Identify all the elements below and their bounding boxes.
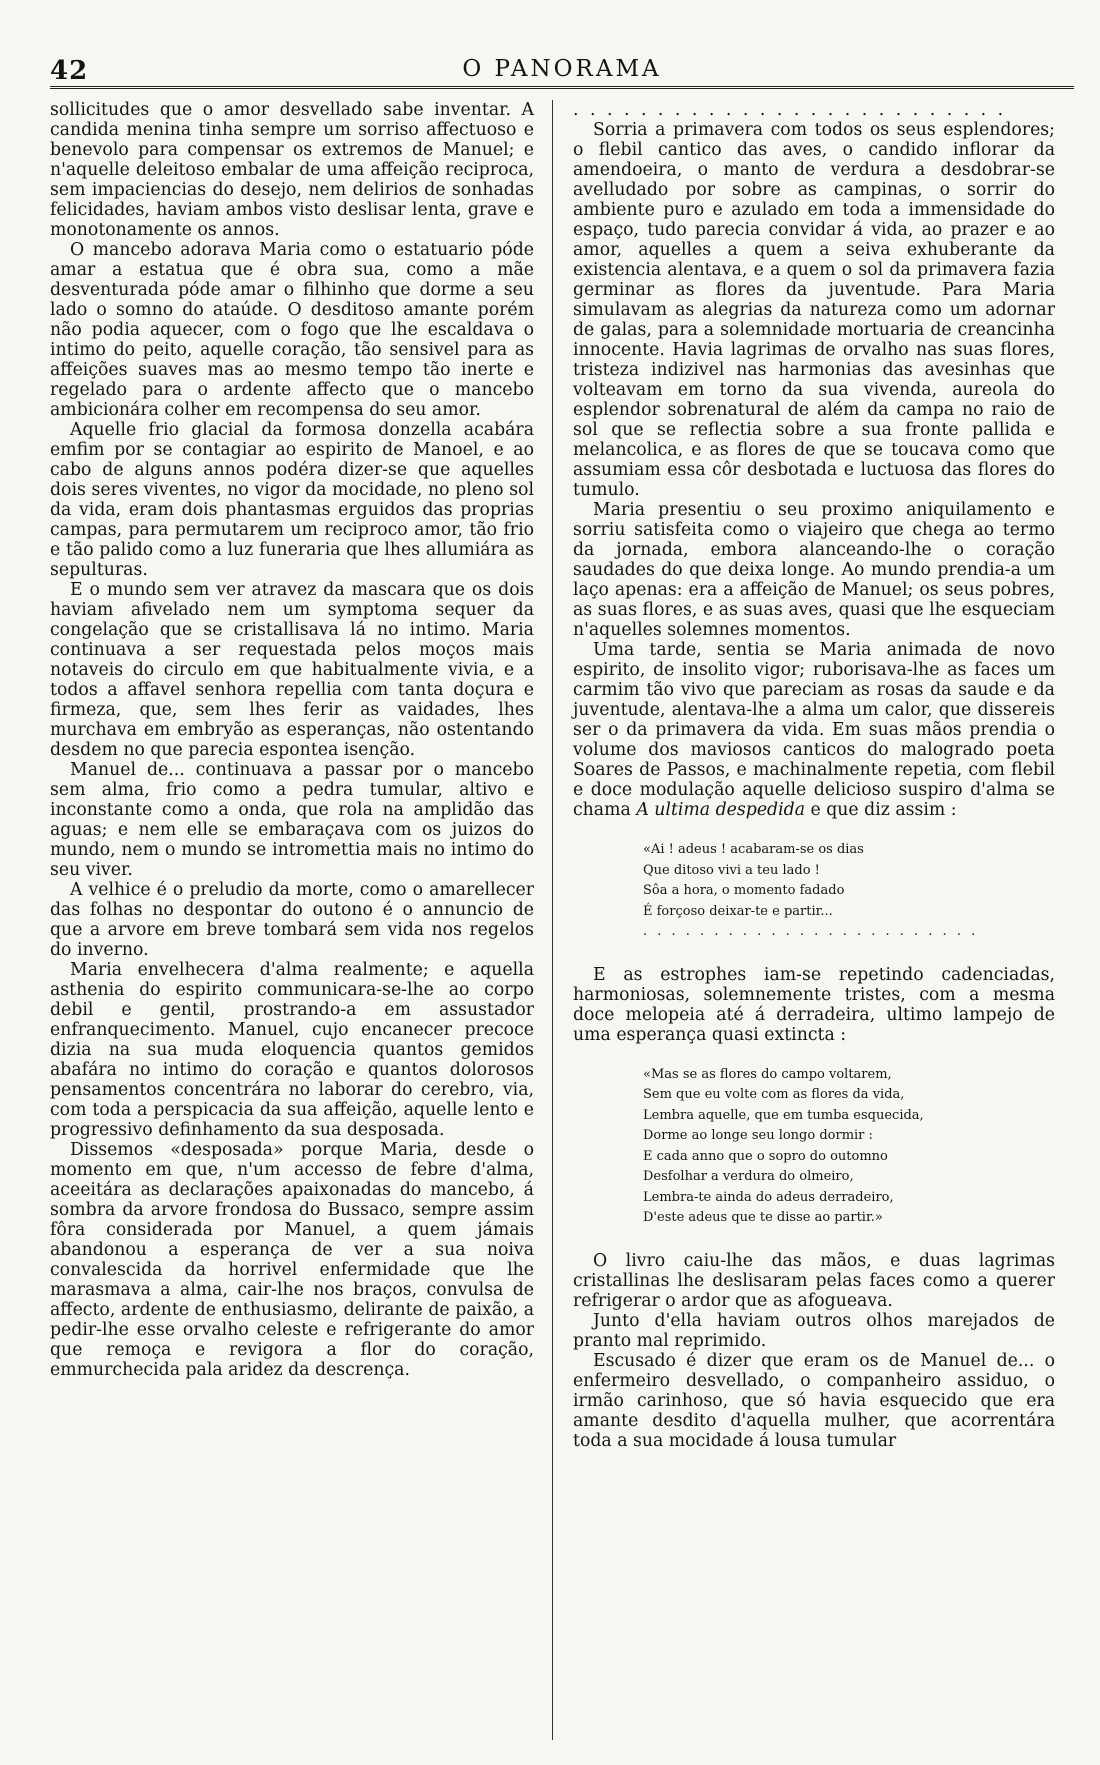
poem-line: Lembra-te ainda do adeus derradeiro, bbox=[643, 1189, 894, 1205]
paragraph: Dissemos «desposada» porque Maria, desde o momento em que, n'um accesso de febre d'alma, aceeitára as declarações apaixonadas do mancebo, á sombra da arvore frondosa do Bussaco, sempre assim fôra considerada por Manuel, a quem jámais abandonou a esperança de ver a sua noiva convalescida da horrivel enfermidade que lhe marasmava a alma, cair-lhe nos braços, convulsa de affecto, ardente de enthusiasmo, delirante de paixão, a pedir-lhe esse orvalho celeste e refrigerante do amor que remoça e revigora a flor do coração, emmurchecida pala aridez da descrença. bbox=[50, 1140, 534, 1380]
paragraph: Maria envelhecera d'alma realmente; e aquella asthenia do espirito communicara-se-lhe ao corpo debil e gentil, prostrando-a em assustador enfranquecimento. Manuel, cujo encanecer precoce dizia na sua muda eloquencia quantos gemidos abafára no intimo do coração e quantos dolorosos pensamentos concentrára no laborar do cerebro, via, com toda a perspicacia da sua affeição, aquelle lento e progressivo definhamento da sua desposada. bbox=[50, 960, 534, 1140]
poem-line: Lembra aquelle, que em tumba esquecida, bbox=[643, 1107, 924, 1123]
paragraph: Manuel de... continuava a passar por o mancebo sem alma, frio como a pedra tumular, altivo e inconstante como a onda, que rola na amplidão das aguas; e nem elle se embaraçava com os juizos do mundo, nem o mundo se intromettia mais no intimo do seu viver. bbox=[50, 760, 534, 880]
paragraph: Junto d'ella haviam outros olhos marejados de pranto mal reprimido. bbox=[573, 1310, 1055, 1351]
paragraph: O livro caiu-lhe das mãos, e duas lagrimas cristallinas lhe deslisaram pelas faces como a querer refrigerar o ardor que as afogueava. bbox=[573, 1250, 1055, 1311]
right-column bbox=[559, 100, 1055, 1740]
poem-title: A ultima despedida bbox=[636, 800, 805, 820]
journal-title: O PANORAMA bbox=[462, 56, 662, 82]
paragraph: Maria presentiu o seu proximo aniquilamento e sorriu satisfeita como o viajeiro que chega ao termo da jornada, embora alanceando-lhe o coração saudades do que deixa longe. Ao mundo prendia-a um laço apenas: era a affeição de Manuel; os seus pobres, as suas flores, e as suas aves, quasi que lhe esqueciam n'aquelles solemnes momentos. bbox=[573, 500, 1055, 640]
poem-quote bbox=[643, 1065, 1055, 1229]
poem-line: Que ditoso vivi a teu lado ! bbox=[643, 862, 820, 878]
paragraph: E o mundo sem ver atravez da mascara que os dois haviam afivelado nem um symptoma sequer da congelação que se cristallisava lá no intimo. Maria continuava a ser requestada pelos moços mais notaveis do circulo em que habitualmente vivia, e a todos a affavel senhora repellia com tanta doçura e firmeza, que, sem lhes ferir as vaidades, lhes murchava em embryão as esperanças, não ostentando desdem no que parecia espontea isenção. bbox=[50, 580, 534, 760]
poem-line: D'este adeus que te disse ao partir.» bbox=[643, 1210, 883, 1225]
poem-line: Sôa a hora, o momento fadado bbox=[643, 883, 845, 898]
paragraph: Escusado é dizer que eram os de Manuel de... o enfermeiro desvellado, o companheiro assiduo, o irmão carinhoso, que só havia esquecido que era amante desdito d'aquella mulher, que acorrentára toda a sua mocidade á lousa tumular bbox=[573, 1350, 1055, 1451]
left-column bbox=[50, 100, 546, 1740]
paragraph bbox=[573, 640, 1055, 820]
paragraph-text: Uma tarde, sentia se Maria animada de novo espirito, de insolito vigor; ruborisava-lhe as faces um carmim tão vivo que pareciam as rosas da saude e da juventude, alentava-lhe a alma um calor, que dissereis ser o da primavera da vida. Em suas mãos prendia o volume dos maviosos canticos do malogrado poeta Soares de Passos, e machinalmente repetia, com flebil e doce modulação aquelle delicioso suspiro d'alma se chama bbox=[573, 640, 1055, 820]
poem-line: «Ai ! adeus ! acabaram-se os dias bbox=[643, 842, 864, 857]
text-columns bbox=[50, 100, 1074, 1740]
column-divider bbox=[552, 100, 553, 1740]
poem-line: É forçoso deixar-te e partir... bbox=[643, 903, 833, 919]
paragraph-text: e que diz assim : bbox=[805, 800, 957, 820]
paragraph: Sorria a primavera com todos os seus esplendores; o flebil cantico das aves, o candido inflorar da amendoeira, o manto de verdura a desdobrar-se avelludado por sobre as campinas, o sorrir do ambiente puro e azulado em toda a immensidade do espaço, tudo parecia convidar á vida, ao prazer e ao amor, aquelles a quem a seiva exhuberante da existencia alentava, e a quem o sol da primavera fazia germinar as flores da juventude. Para Maria simulavam as alegrias da natureza como um adornar de galas, para a solemnidade mortuaria de creancinha innocente. Havia lagrimas de orvalho nas suas flores, tristeza indizivel nas harmonias das avesinhas que volteavam em torno da sua vivenda, aureola do esplendor sobrenatural de além da campa no raio de sol que se reflectia sobre a sua fronte pallida e melancolica, e as flores de que se toucava como que assumiam essa côr desbotada e luctuosa das flores do tumulo. bbox=[573, 120, 1055, 500]
poem-line: Desfolhar a verdura do olmeiro, bbox=[643, 1169, 854, 1184]
poem-line: E cada anno que o sopro do outomno bbox=[643, 1148, 888, 1164]
paragraph: A velhice é o preludio da morte, como o amarellecer das folhas no despontar do outono é o annuncio de que a arvore em breve tombará sem vida nos regelos do inverno. bbox=[50, 880, 534, 960]
paragraph: Aquelle frio glacial da formosa donzella acabára emfim por se contagiar ao espirito de Manoel, e ao cabo de alguns annos podéra dizer-se que aquelles dois seres viventes, no vigor da mocidade, no pleno sol da vida, eram dois phantasmas erguidos das proprias campas, para permutarem um reciproco amor, tão frio e tão palido como a luz funeraria que lhes allumiára as sepulturas. bbox=[50, 420, 534, 580]
poem-line: Dorme ao longe seu longo dormir : bbox=[643, 1128, 873, 1143]
paragraph: sollicitudes que o amor desvellado sabe inventar. A candida menina tinha sempre um sorriso affectuoso e benevolo para compensar os extremos de Manuel; e n'aquelle deleitoso embalar de uma affeição reciproca, sem impaciencias do desejo, nem delirios de sonhadas felicidades, haviam ambos visto deslisar lenta, grave e monotonamente os annos. bbox=[50, 100, 534, 240]
page-number: 42 bbox=[50, 56, 89, 86]
header-rule bbox=[50, 86, 1074, 89]
poem-line: Sem que eu volte com as flores da vida, bbox=[643, 1087, 905, 1102]
poem-line: «Mas se as flores do campo voltarem, bbox=[643, 1066, 892, 1082]
poem-quote bbox=[643, 840, 1055, 943]
paragraph: O mancebo adorava Maria como o estatuario póde amar a estatua que é obra sua, como a mãe desventurada póde amar o filhinho que dorme a seu lado o somno do ataúde. O desditoso amante porém não podia aquecer, com o fogo que lhe escaldava o intimo do peito, aquelle coração, tão sensivel para as affeições suaves mas ao mesmo tempo tão inerte e regelado para o ardente affecto que o mancebo ambicionára colher em recompensa do seu amor. bbox=[50, 240, 534, 420]
paragraph: E as estrophes iam-se repetindo cadenciadas, harmoniosas, solemnemente tristes, com a mesma doce melopeia até á derradeira, ultimo lampejo de uma esperança quasi extincta : bbox=[573, 964, 1055, 1045]
section-break-dots: . . . . . . . . . . . . . . . . . . . . . . . . . . bbox=[573, 100, 1007, 120]
poem-ellipsis-dots: . . . . . . . . . . . . . . . . . . . . . . . . bbox=[643, 924, 979, 939]
page-header bbox=[50, 0, 1074, 86]
